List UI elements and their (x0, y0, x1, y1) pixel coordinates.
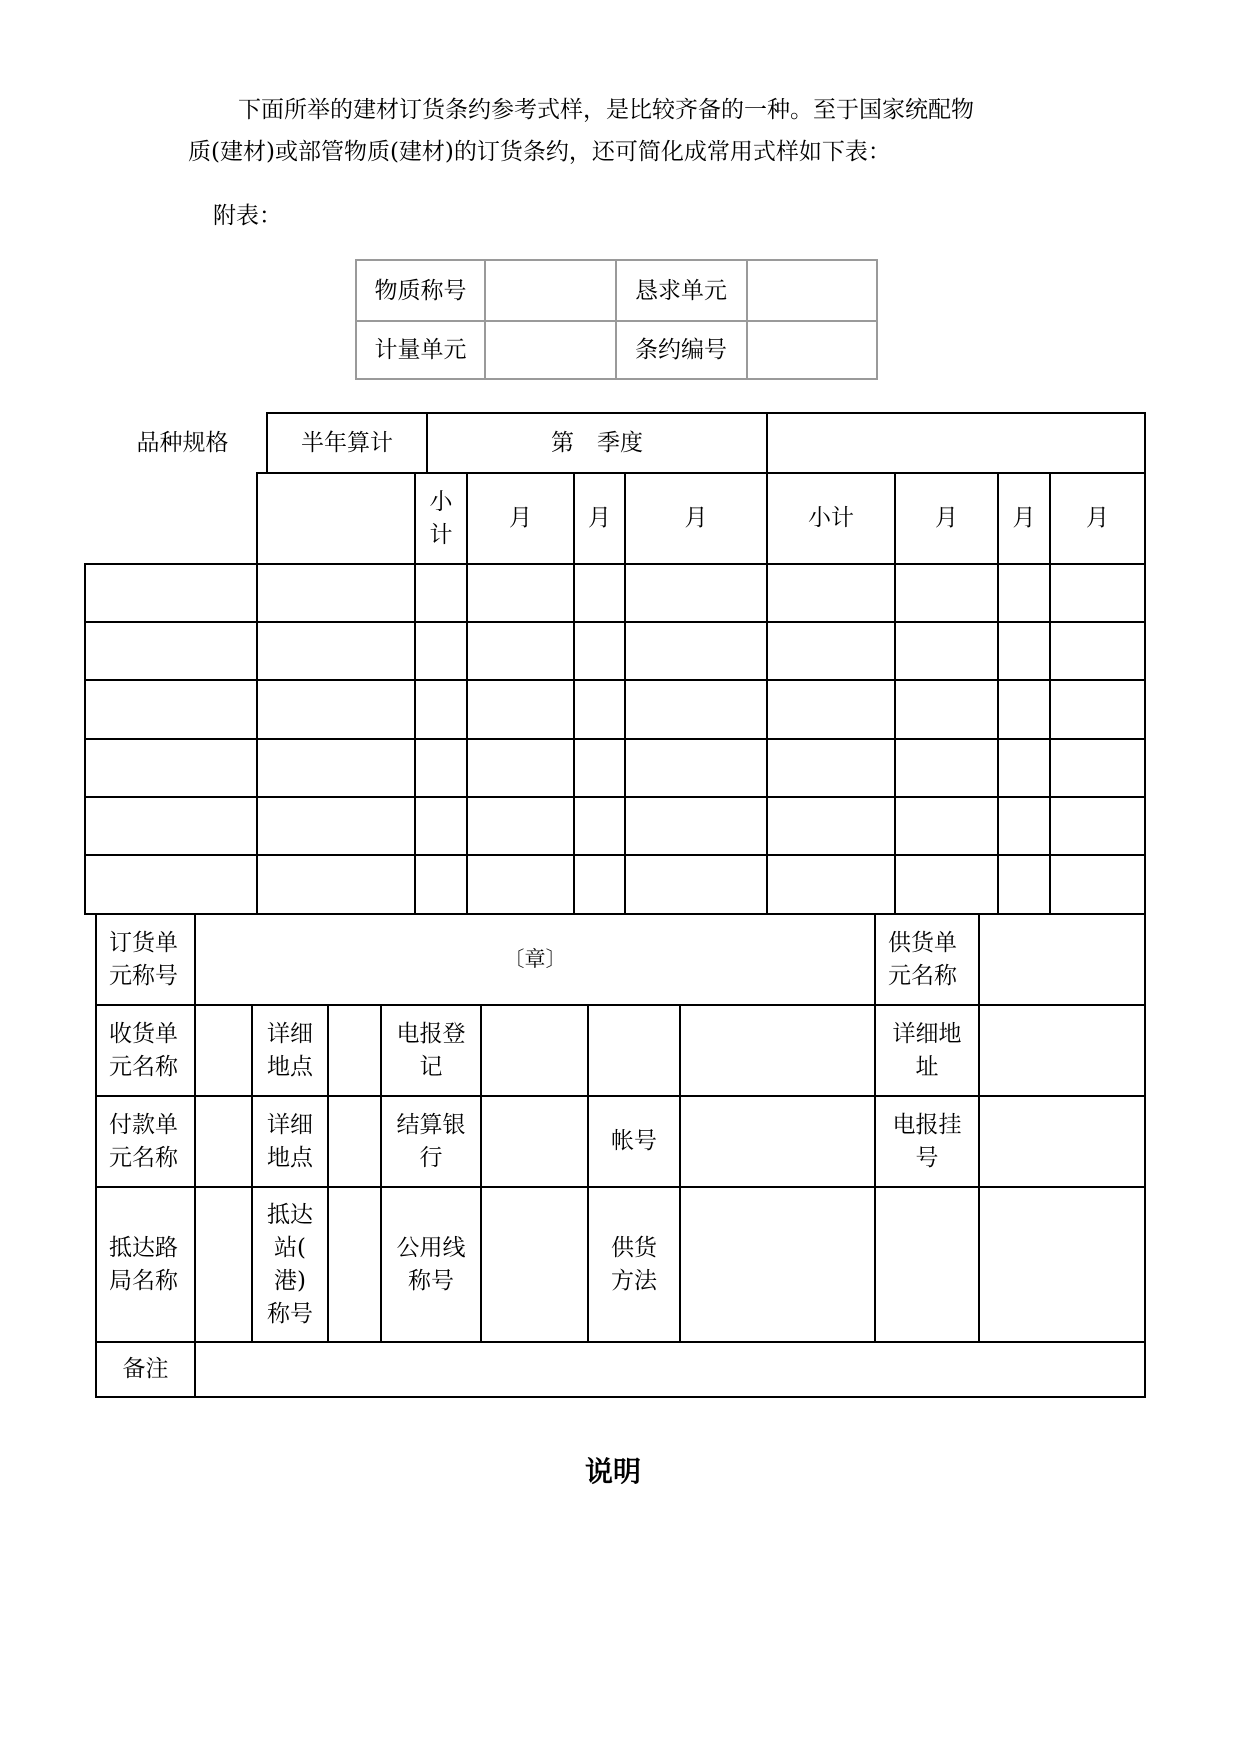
subtotal-header-1: 小 计 (429, 488, 453, 548)
bureau-label: 抵达路 局名称 (109, 1234, 178, 1294)
detail-place-label-2: 详细 地点 (267, 1111, 313, 1171)
month-header-1: 月 (509, 505, 532, 531)
month-header-4: 月 (935, 505, 958, 531)
public-line-label: 公用线 称号 (396, 1234, 466, 1294)
telegram-hang-label: 电报挂 号 (892, 1111, 962, 1171)
seal-label: 〔章〕 (503, 947, 567, 971)
half-year-total-header: 半年算计 (301, 429, 393, 456)
station-label: 抵达 站( 港) 称号 (267, 1201, 313, 1327)
request-unit-label: 恳求单元 (635, 277, 727, 304)
variety-spec-header: 品种规格 (136, 429, 229, 456)
explanation-title: 说明 (585, 1455, 642, 1488)
contract-no-field[interactable] (748, 322, 876, 378)
intro-line-2: 质(建材)或部管物质(建材)的订货条约，还可简化成常用式样如下表： (188, 139, 891, 165)
order-unit-label: 订货单 元称号 (109, 929, 178, 989)
supply-unit-label: 供货单 元名称 (888, 929, 957, 989)
quarter-header-blank (768, 414, 1144, 472)
settle-bank-label: 结算银 行 (396, 1111, 466, 1171)
month-header-5: 月 (1012, 505, 1036, 531)
month-header-6: 月 (1086, 505, 1109, 531)
month-header-3: 月 (684, 505, 708, 531)
pay-unit-label: 付款单 元名称 (109, 1111, 178, 1171)
remark-field[interactable] (196, 1343, 1144, 1396)
measure-unit-field[interactable] (486, 322, 615, 378)
month-header-2: 月 (588, 505, 611, 531)
telegram-register-label: 电报登 记 (396, 1020, 466, 1080)
material-name-field[interactable] (486, 261, 615, 321)
measure-unit-label: 计量单元 (374, 336, 467, 363)
attachment-label: 附表： (213, 203, 282, 229)
contract-no-label: 条约编号 (635, 336, 727, 363)
intro-line-1: 下面所举的建材订货条约参考式样，是比较齐备的一种。至于国家统配物 (238, 97, 974, 123)
subtotal-header-2: 小计 (808, 505, 854, 531)
seal-cell[interactable] (196, 915, 874, 1004)
remark-label: 备注 (122, 1356, 169, 1382)
account-label: 帐号 (611, 1128, 657, 1154)
receive-unit-label: 收货单 元名称 (109, 1020, 178, 1080)
material-name-label: 物质称号 (374, 277, 467, 304)
supply-method-label: 供货 方法 (611, 1234, 657, 1294)
detail-place-label-1: 详细 地点 (267, 1020, 313, 1080)
request-unit-field[interactable] (748, 261, 876, 321)
quarter-header: 第 季度 (551, 429, 643, 456)
detail-address-label: 详细地 址 (892, 1020, 962, 1080)
